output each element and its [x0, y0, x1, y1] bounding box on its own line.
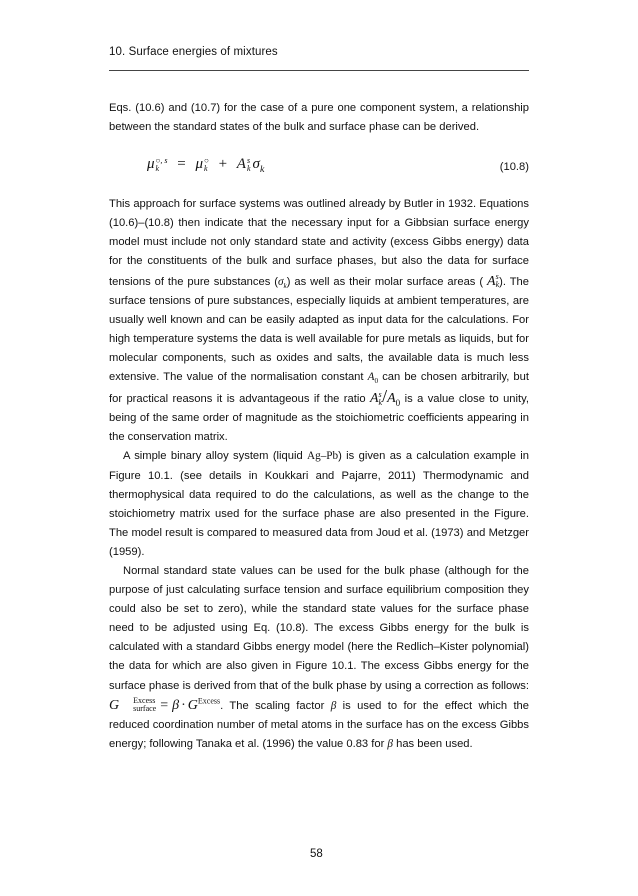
equation-formula: μ ○, s k = μ ○ k + A s k $\sigma_k$ — [147, 155, 265, 176]
A-k-s-symbol: A s k — [487, 272, 500, 290]
system-symbol: Ag–Pb — [307, 450, 339, 463]
beta-symbol-2: β — [387, 737, 393, 750]
ratio-symbol: A s k $/A_0$ — [369, 386, 401, 408]
sigma-k-symbol: $\sigma_k$ — [277, 275, 287, 290]
paragraph-example: A simple binary alloy system (liquid Ag–Pb) is given as a calculation example in Figure 10.1. (see details in Koukkari and Pajarre, 2011) Thermodynamic and thermophysical data required to do the calculations, as well as the change to the stoichiometry matrix used for the surface phase are also presented in the Figure. The model result is compared to measured data from Joud et al. (1973) and Metzger (1959). — [109, 450, 529, 558]
paragraph-intro: Eqs. (10.6) and (10.7) for the case of a pure one component system, a relationship between the standard states of the bulk and surface phase can be derived. — [109, 102, 529, 134]
equation-10-8 — [109, 151, 529, 189]
A0-symbol: $A_0$ — [367, 371, 379, 386]
excess-gibbs-formula: G Excess surface = $\beta \cdot G^{Excess}$ — [109, 695, 221, 714]
running-header: 10. Surface energies of mixtures — [109, 46, 278, 58]
paragraph-approach: This approach for surface systems was outlined already by Butler in 1932. Equations (10.6)–(10.8) then indicate that the necessary input for a Gibbsian surface energy model must include not only standard state and activity (excess Gibbs energy) data for the constituents of the bulk and surface phases, but also the data for surface tensions of the pure substances $(\sigma_k)$ as well as their molar surface areas ( A s k ). The surface tensions of pure substances, especially liquids at ambient temperatures, are usually well known and can be easily adapted as input data for the calculations. For high temperature systems the data is well available for pure metals as liquids, but for molecular components, such as oxides and salts, the available data is much less extensive. The value of the normalisation constant $A_0$ can be chosen arbitrarily, but for practical reasons it is advantageous if the ratio A s k $/A_0$ is a value close to unity, being of the same order of magnitude as the stoichiometric coefficients appearing in the conservation matrix. — [109, 198, 529, 444]
equation-number: (10.8) — [499, 161, 529, 174]
page-number: 58 — [310, 848, 323, 860]
paragraph-standard-states: Normal standard state values can be used for the bulk phase (although for the purpose of just calculating surface tension and surface equilibrium composition they could also be set to zero), while the standard state values for the surface phase need to be adjusted using Eq. (10.8). The excess Gibbs energy for the bulk is calculated with a standard Gibbs energy model (here the Redlich–Kister polynomial) the data for which are also given in Figure 10.1. The excess Gibbs energy for the surface phase is derived from that of the bulk phase by using a correction as follows: G Excess surface = $\beta \cdot G^{Excess}$. The scaling factor β is used to for the effect which the reduced coordination number of metal atoms in the surface has on the excess Gibbs energy; following Tanaka et al. (1996) the value 0.83 for β has been used. — [109, 564, 529, 750]
beta-symbol: β — [330, 699, 337, 712]
header-rule — [109, 70, 529, 71]
body-text — [109, 99, 529, 754]
